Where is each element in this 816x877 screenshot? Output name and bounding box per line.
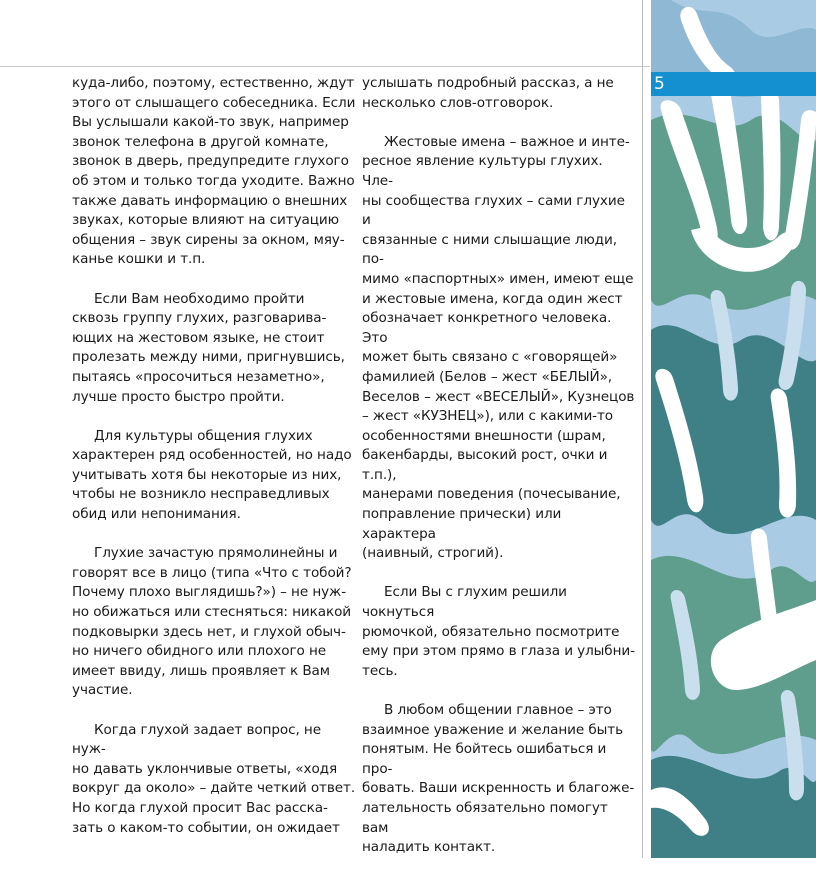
paragraph: Для культуры общения глухих характерен ряд особенностей, но надо учитывать хотя бы некоторые из них, чтобы не возникло несправедливых обид или непонимания. <box>72 427 352 523</box>
paragraph: Если Вы с глухим решили чокнуться рюмочкой, обязательно посмотрите ему при этом прямо в глаза и улыбни- тесь. <box>362 584 635 679</box>
gutter-rule <box>642 0 643 858</box>
left-column <box>72 74 357 858</box>
paragraph: Когда глухой задает вопрос, не нуж- но давать уклончивые ответы, «ходя вокруг да около» – дайте четкий ответ. Но когда глухой просит Вас расска- зать о каком-то событии, он ожидает <box>72 721 356 836</box>
paragraph: Если Вам необходимо пройти сквозь группу глухих, разговарива- ющих на жестовом языке, не стоит пролезать между ними, пригнувшись, пытаясь «просочиться незаметно», лучше просто быстро пройти. <box>72 290 345 405</box>
page-number: 5 <box>651 72 816 96</box>
paragraph: В любом общении главное – это взаимное уважение и желание быть понятым. Не бойтесь ошибаться и про- бовать. Ваши искренность и благоже- лательность обязательно помогут вам наладить контакт. <box>362 702 635 856</box>
paragraph: услышать подробный рассказ, а не несколько слов-отговорок. <box>362 75 614 111</box>
paragraph: куда-либо, поэтому, естественно, ждут этого от слышащего собеседника. Если Вы услышали какой-то звук, например звонок телефона в другой комнате, звонок в дверь, предупредите глухого об этом и только тогда уходите. Важно также давать информацию о внешних звуках, которые влияют на ситуацию общения – звук сирены за окном, мяу- канье кошки и т.п. <box>72 75 356 268</box>
paragraph: Жестовые имена – важное и инте- ресное явление культуры глухих. Чле- ны сообщества глухих – сами глухие и связанные с ними слышащие люди, по- мимо «паспортных» имен, имеют еще и жестовые имена, когда один жест обозначает конкретного человека. Это может быть связано с «говорящей» фамилией (Белов – жест «БЕЛЫЙ», Веселов – жест «ВЕСЕЛЫЙ», Кузнецов – жест «КУЗНЕЦ»), или с какими-то особенностями внешности (шрам, бакенбарды, высокий рост, очки и т.п.), манерами поведения (почесывание, поправление прически) или характера (наивный, строгий). <box>362 133 635 562</box>
right-column <box>362 74 636 877</box>
paragraph: Глухие зачастую прямолинейны и говорят все в лицо (типа «Что с тобой? Почему плохо выглядишь?») – не нуж- но обижаться или стесняться: никакой подковырки здесь нет, и глухой обыч- но ничего обидного или плохого не имеет ввиду, лишь проявляет к Вам участие. <box>72 545 352 699</box>
raised-hands-illustration-icon <box>651 0 816 858</box>
header-rule <box>0 66 650 67</box>
